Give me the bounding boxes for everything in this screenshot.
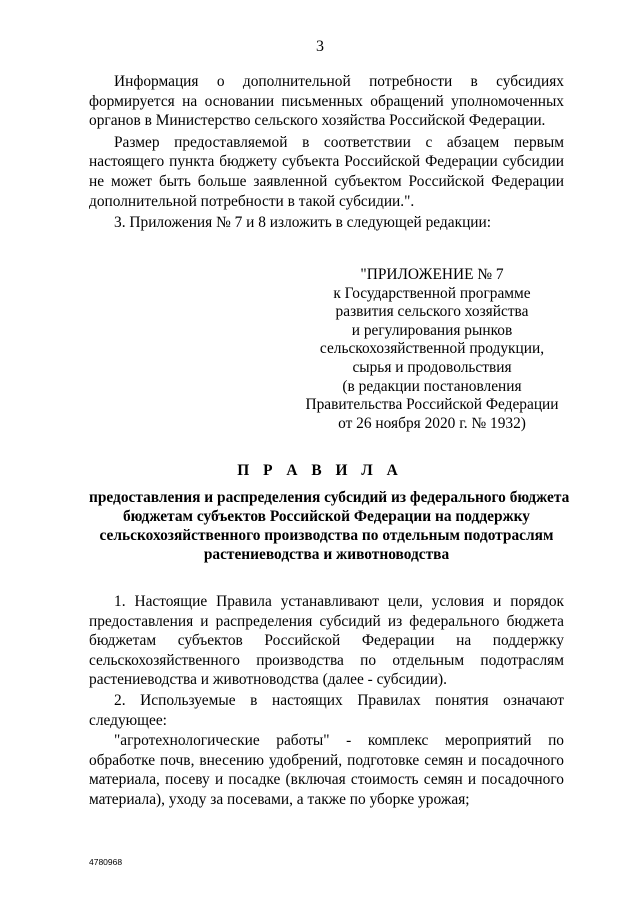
appendix-line: и регулирования рынков [351, 321, 513, 339]
document-id: 4780968 [89, 857, 123, 867]
rules-subtitle [89, 488, 570, 564]
rules-subtitle-line: растениеводства и животноводства [203, 546, 450, 563]
rules-title: П Р А В И Л А [237, 462, 403, 479]
appendix-line: Правительства Российской Федерации [305, 396, 559, 414]
rules-paragraph: "агротехнологические работы" - комплекс мероприятий по обработке почв, внесению удобрений, подготовке семян и посадочного материала, посеву и посадке (включая стоимость семян и посадочного материала), уходу за посевами, а также по уборке урожая; [89, 732, 564, 808]
intro-section [89, 72, 564, 235]
page-number: 3 [316, 38, 324, 55]
rules-subtitle-line: сельскохозяйственного производства по отдельным подотраслям [99, 527, 554, 544]
intro-paragraph: 3. Приложения № 7 и 8 изложить в следующей редакции: [114, 214, 492, 232]
appendix-line: "ПРИЛОЖЕНИЕ № 7 [360, 266, 504, 283]
appendix-line: сырья и продовольствия [352, 358, 512, 376]
appendix-line: сельскохозяйственной продукции, [319, 340, 545, 358]
appendix-line: (в редакции постановления [342, 377, 522, 395]
appendix-line: развития сельского хозяйства [335, 303, 529, 321]
rules-subtitle-line: бюджетам субъектов Российской Федерации на поддержку [122, 508, 531, 525]
intro-paragraph: Размер предоставляемой в соответствии с абзацем первым настоящего пункта бюджету субъекта Российской Федерации субсидии не может быть больше заявленной субъектом Российской Федерации дополнительной потребности в такой субсидии.". [89, 133, 564, 210]
rules-paragraph: 2. Используемые в настоящих Правилах понятия означают следующее: [89, 691, 564, 729]
appendix-header [300, 266, 564, 433]
appendix-line: от 26 ноября 2020 г. № 1932) [338, 414, 526, 432]
rules-body [89, 592, 564, 811]
appendix-line: к Государственной программе [333, 284, 531, 302]
rules-paragraph: 1. Настоящие Правила устанавливают цели, условия и порядок предоставления и распределения субсидий из федерального бюджета бюджетам субъектов Российской Федерации на поддержку сельскохозяйственного производства по отдельным подотраслям растениеводства и животноводства (далее - субсидии). [89, 593, 564, 689]
rules-subtitle-line: предоставления и распределения субсидий из федерального бюджета [89, 489, 570, 506]
intro-paragraph: Информация о дополнительной потребности в субсидиях формируется на основании письменных обращений уполномоченных органов в Министерство сельского хозяйства Российской Федерации. [89, 73, 564, 130]
